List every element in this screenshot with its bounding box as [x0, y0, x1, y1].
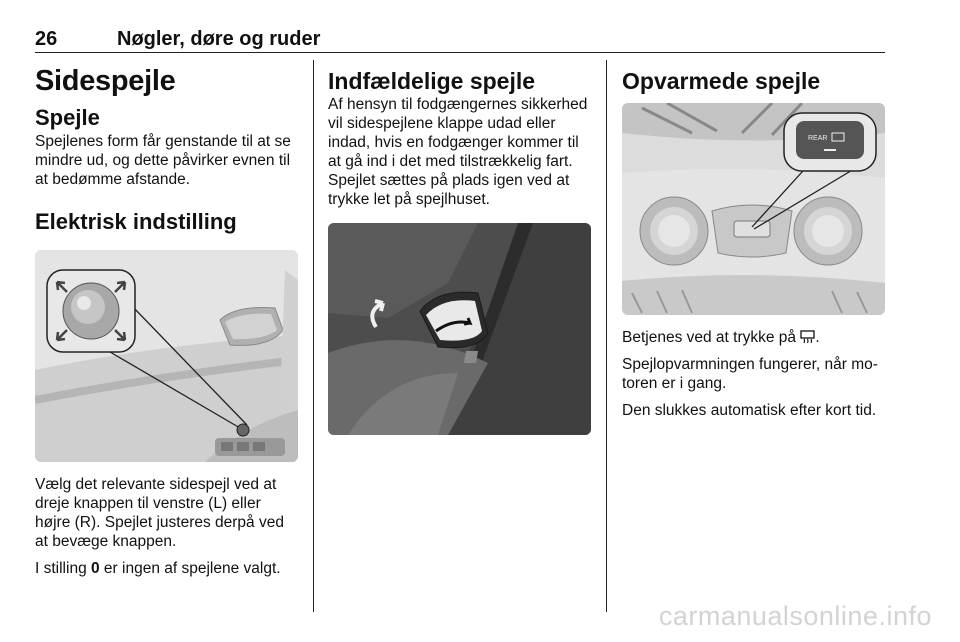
heated-mirror-button-illustration: [622, 103, 885, 315]
column-middle: [328, 56, 593, 435]
paragraph-operate-button: Betjenes ved at trykke på .: [622, 329, 820, 346]
column-right: [622, 56, 887, 420]
paragraph-auto-off: Den slukkes automatisk efter kort tid.: [622, 402, 877, 419]
column-divider: [606, 60, 607, 612]
paragraph-position-zero: I stilling 0 er ingen af spejlene valgt.: [35, 560, 281, 577]
paragraph-folding-mirrors: Af hensyn til fodgængernes sikkerhed vil sidespejlene klappe udad eller indad, hvis en fodgænger kommer til at gå ind i det med tilstrækkelig fart. Spejlet sættes på plads igen ved at trykke let på spejlhuset.: [328, 96, 588, 208]
paragraph-select-mirror: Vælg det relevante sidespejl ved at dreje knappen til venstre (L) eller højre (R). Spejlet justeres derpå ved at bevæge knappen.: [35, 476, 284, 550]
header-rule: [35, 52, 885, 53]
rear-window-heater-icon: [800, 330, 815, 344]
rear-button-label: REAR: [808, 135, 828, 142]
heading-heated-mirrors: Opvarmede spejle: [622, 68, 821, 94]
subheading-electric-adjustment: Elektrisk indstilling: [35, 209, 237, 234]
paragraph-heater-operation: Spejlopvarmningen fungerer, når mo-toren er i gang.: [622, 356, 878, 392]
column-left: [35, 56, 300, 578]
page-number: 26: [35, 28, 58, 50]
running-title: Nøgler, døre og ruder: [117, 28, 321, 50]
mirror-control-illustration: [35, 250, 298, 462]
heading-folding-mirrors: Indfældelige spejle: [328, 68, 536, 94]
column-divider: [313, 60, 314, 612]
section-title: Sidespejle: [35, 65, 176, 97]
page-header: [35, 28, 885, 50]
watermark: carmanualsonline.info: [658, 601, 932, 631]
subheading-spejle: Spejle: [35, 105, 100, 130]
folding-mirror-illustration: [328, 223, 591, 435]
paragraph-mirror-shape: Spejlenes form får genstande til at se mindre ud, og dette påvirker evnen til at bedømme afstande.: [35, 133, 291, 188]
